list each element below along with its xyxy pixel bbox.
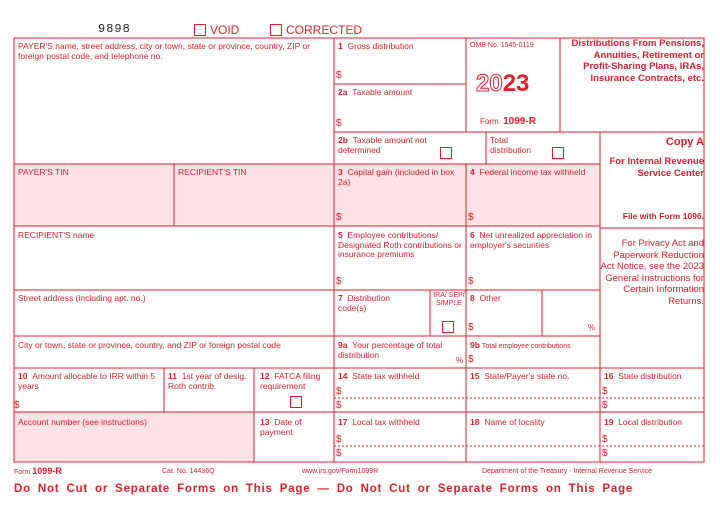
footer-department: Department of the Treasury - Internal Revenue Service — [482, 468, 653, 475]
copy-a-label: Copy A — [665, 136, 704, 148]
copy-for-label: For Internal Revenue Service Center — [609, 156, 704, 179]
omb-number: OMB No. 1545-0119 — [470, 42, 534, 49]
payer-tin-label: PAYER'S TIN — [18, 167, 69, 177]
account-number-label: Account number (see instructions) — [18, 417, 147, 427]
street-address-label: Street address (including apt. no.) — [18, 293, 146, 303]
ira-sep-simple-label: IRA/ SEP/ SIMPLE — [433, 292, 465, 307]
box9a-label: 9a Your percentage of total distribution — [338, 340, 443, 360]
recipient-tin-label: RECIPIENT'S TIN — [178, 167, 247, 177]
box6-label: 6 Net unrealized appreciation in employer's securities — [470, 230, 592, 250]
recipient-name-label: RECIPIENT'S name — [18, 230, 95, 240]
box9b-label: 9b Total employee contributions — [470, 340, 571, 350]
do-not-cut-notice: Do Not Cut or Separate Forms on This Page — Do Not Cut or Separate Forms on This Page — [14, 483, 634, 495]
box2a-field[interactable] — [344, 100, 464, 130]
box10-label: 10 Amount allocable to IRR within 5 years — [18, 371, 156, 391]
box4-dollar: $ — [468, 212, 474, 223]
box11-label: 11 1st year of desig. Roth contrib. — [168, 371, 247, 391]
form-title-mid: Form 1099-R — [480, 116, 536, 127]
box16-dollar-1: $ — [602, 386, 608, 397]
payer-address-field[interactable] — [14, 56, 334, 164]
box2b-checkbox[interactable] — [440, 147, 452, 159]
footer-form-name: Form 1099-R — [14, 466, 62, 476]
box1-dollar: $ — [336, 70, 342, 81]
box7-label: 7 Distribution code(s) — [338, 293, 390, 313]
void-label: VOID — [210, 23, 240, 37]
fatca-checkbox[interactable] — [290, 396, 302, 408]
city-state-zip-label: City or town, state or province, country, and ZIP or foreign postal code — [18, 340, 281, 350]
ira-sep-simple-checkbox[interactable] — [442, 321, 454, 333]
box14-dollar-2: $ — [336, 400, 342, 411]
street-address-field[interactable] — [14, 306, 334, 334]
box8-dollar: $ — [468, 322, 474, 333]
box4-label: 4 Federal income tax withheld — [470, 167, 586, 177]
box2a-label: 2a Taxable amount — [338, 87, 413, 97]
tax-year: 2023 — [476, 70, 530, 97]
box1-field[interactable] — [344, 56, 464, 82]
city-state-zip-field[interactable] — [14, 352, 334, 368]
box10-dollar: $ — [14, 400, 20, 411]
total-distribution-checkbox[interactable] — [552, 147, 564, 159]
payer-tin-field[interactable] — [14, 180, 174, 224]
box2a-dollar: $ — [336, 118, 342, 129]
box1-label: 1 Gross distribution — [338, 41, 414, 51]
box12-label: 12 FATCA filing requirement — [260, 371, 321, 391]
box19-dollar-1: $ — [602, 434, 608, 445]
footer-url: www.irs.gov/Form1099R — [302, 468, 379, 475]
box17-label: 17 Local tax withheld — [338, 417, 420, 427]
box14-label: 14 State tax withheld — [338, 371, 420, 381]
corrected-label: CORRECTED — [286, 23, 363, 37]
corrected-checkbox[interactable] — [270, 24, 282, 36]
total-distribution-label: Total distribution — [490, 135, 532, 155]
box3-dollar: $ — [336, 212, 342, 223]
box14-dollar-1: $ — [336, 386, 342, 397]
box18-label: 18 Name of locality — [470, 417, 545, 427]
void-checkbox[interactable] — [194, 24, 206, 36]
box19-dollar-2: $ — [602, 448, 608, 459]
file-with-label: File with Form 1096. — [622, 211, 704, 221]
form-description: Distributions From Pensions, Annuities, Retirement or Profit-Sharing Plans, IRAs, Insurance Contracts, etc. — [571, 38, 704, 84]
box16-label: 16 State distribution — [604, 371, 682, 381]
payer-address-label: PAYER'S name, street address, city or town, state or province, country, ZIP or foreign postal code, and telephone no. — [18, 41, 311, 61]
account-number-field[interactable] — [14, 430, 254, 460]
box15-label: 15 State/Payer's state no. — [470, 371, 570, 381]
box17-dollar-2: $ — [336, 448, 342, 459]
box19-label: 19 Local distribution — [604, 417, 682, 427]
privacy-notice: For Privacy Act and Paperwork Reduction Act Notice, see the 2023 General Instructions for Certain Information Returns. — [600, 238, 704, 307]
footer-cat-no: Cat. No. 14436Q — [162, 468, 215, 475]
recipient-tin-field[interactable] — [174, 180, 334, 224]
recipient-name-field[interactable] — [14, 242, 334, 288]
box3-label: 3 Capital gain (included in box 2a) — [338, 167, 455, 187]
box13-label: 13 Date of payment — [260, 417, 302, 437]
box8-percent: % — [588, 323, 596, 332]
box9a-percent: % — [456, 356, 464, 365]
form-control-code: 9898 — [98, 22, 131, 36]
box9b-dollar: $ — [468, 354, 474, 365]
box17-dollar-1: $ — [336, 434, 342, 445]
box6-dollar: $ — [468, 276, 474, 287]
box2b-label: 2b Taxable amount not determined — [338, 135, 427, 155]
box5-label: 5 Employee contributions/ Designated Roth contributions or insurance premiums — [338, 230, 462, 260]
box5-dollar: $ — [336, 276, 342, 287]
box16-dollar-2: $ — [602, 400, 608, 411]
box8-label: 8 Other — [470, 293, 501, 303]
